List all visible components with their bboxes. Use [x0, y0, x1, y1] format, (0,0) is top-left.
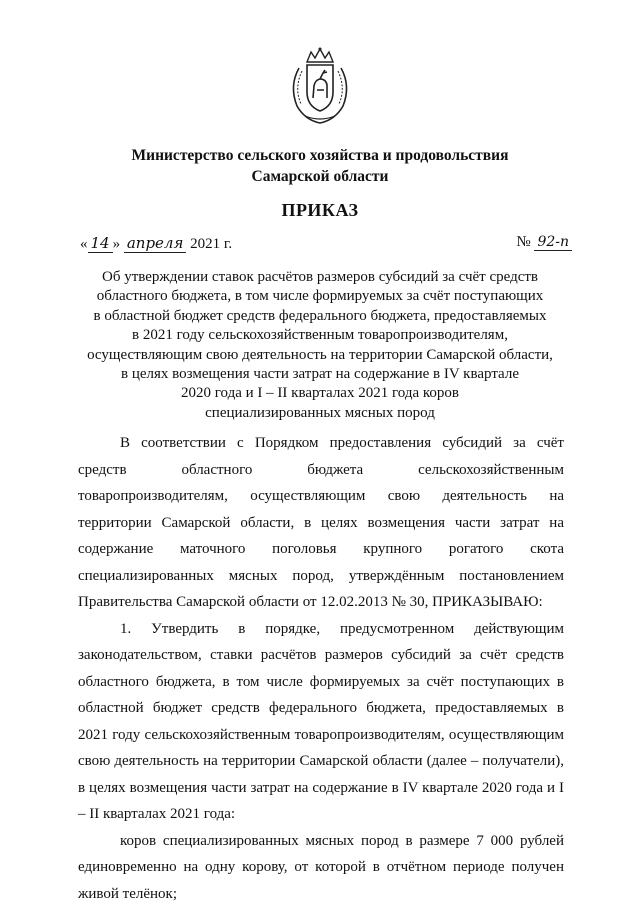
rate-paragraph: коров специализированных мясных пород в размере 7 000 рублей единовременно на одну корову, от которой в отчётном периоде получен живой телёнок; [78, 828, 564, 907]
clause-1-paragraph: 1. Утвердить в порядке, предусмотренном действующим законодательством, ставки расчётов размеров субсидий за счёт средств областного бюджета, в том числе формируемых за счёт поступающих в областной бюджет средств федерального бюджета, предоставляемых в 2021 году сельскохозяйственным товаропроизводителям, осуществляющим свою деятельность на территории Самарской области (далее – получатели), в целях возмещения части затрат на содержание в IV квартале 2020 года и I – II кварталах 2021 года: [78, 616, 564, 828]
number-prefix: № [516, 234, 530, 250]
ministry-name [60, 145, 580, 187]
subject-line: осуществляющим свою деятельность на территории Самарской области, [70, 346, 570, 365]
subject-line: специализированных мясных пород [70, 404, 570, 423]
samara-coat-of-arms-icon [287, 46, 353, 126]
document-title: ПРИКАЗ [60, 200, 580, 221]
preamble-paragraph: В соответствии с Порядком предоставления субсидий за счёт средств областного бюджета сельскохозяйственным товаропроизводителям, осуществляющим свою деятельность на территории Самарской области, в целях возмещения части затрат на содержание маточного поголовья крупного рогатого скота специализированных мясных пород, утверждённым постановлением Правительства Самарской области от 12.02.2013 № 30, ПРИКАЗЫВАЮ: [78, 430, 564, 616]
order-subject [70, 268, 570, 423]
date-close-quote: » [113, 236, 121, 252]
order-date [80, 234, 232, 253]
date-year: 2021 г. [190, 236, 232, 252]
subject-line: в 2021 году сельскохозяйственным товаропроизводителям, [70, 326, 570, 345]
subject-line: в целях возмещения части затрат на содержание в IV квартале [70, 365, 570, 384]
date-month: апреля [124, 234, 187, 253]
subject-line: областного бюджета, в том числе формируемых за счёт поступающих [70, 287, 570, 306]
order-number [516, 234, 572, 251]
subject-line: Об утверждении ставок расчётов размеров субсидий за счёт средств [70, 268, 570, 287]
date-day: 14 [88, 234, 113, 253]
number-value: 92-п [534, 234, 572, 251]
date-open-quote: « [80, 236, 88, 252]
ministry-line-2: Самарской области [60, 166, 580, 187]
ministry-line-1: Министерство сельского хозяйства и продовольствия [60, 145, 580, 166]
order-body [78, 430, 564, 907]
subject-line: в областной бюджет средств федерального бюджета, предоставляемых [70, 307, 570, 326]
subject-line: 2020 года и I – II кварталах 2021 года коров [70, 384, 570, 403]
